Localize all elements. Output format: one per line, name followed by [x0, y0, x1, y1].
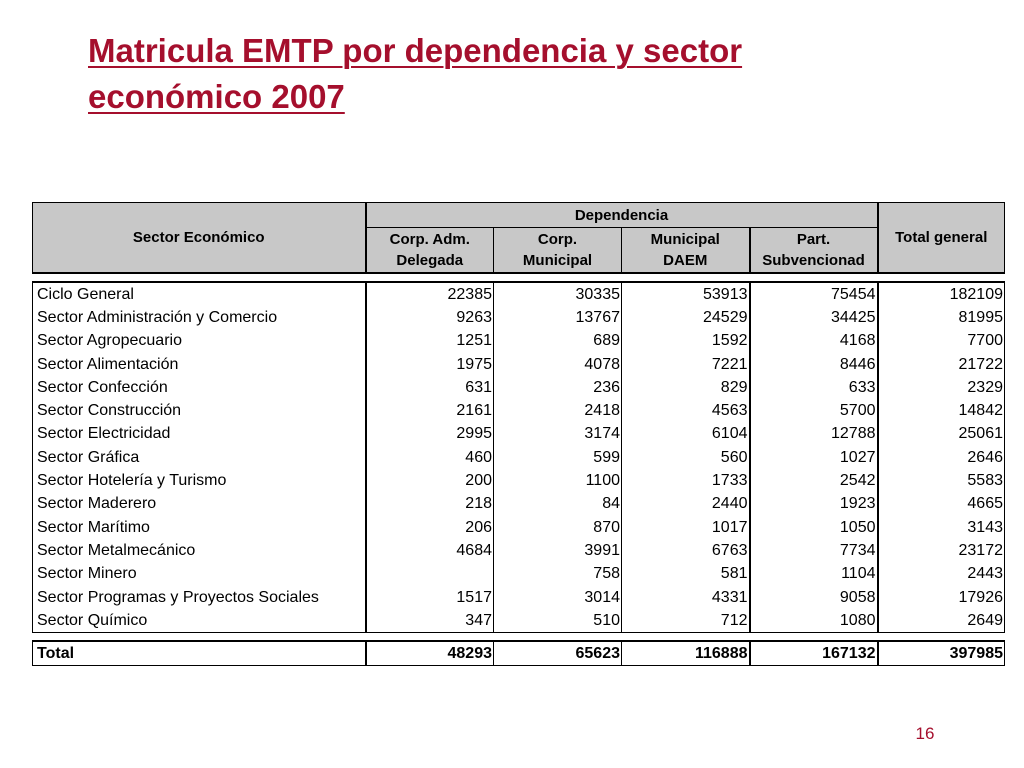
value-cell: 24529 [622, 306, 750, 329]
value-cell: 81995 [878, 306, 1005, 329]
value-cell: 2542 [750, 469, 878, 492]
value-cell: 21722 [878, 353, 1005, 376]
value-cell: 1100 [494, 469, 622, 492]
sector-name: Sector Administración y Comercio [33, 306, 366, 329]
table-row [33, 399, 1005, 422]
value-cell: 1027 [750, 446, 878, 469]
value-cell: 460 [366, 446, 494, 469]
value-cell: 6104 [622, 423, 750, 446]
value-cell: 9058 [750, 586, 878, 609]
value-cell: 1592 [622, 330, 750, 353]
value-cell: 9263 [366, 306, 494, 329]
slide-title [88, 28, 848, 120]
value-cell: 5583 [878, 469, 1005, 492]
page-number: 16 [915, 724, 935, 743]
enrollment-table [32, 202, 1005, 666]
value-cell: 75454 [750, 282, 878, 306]
value-cell: 84 [494, 493, 622, 516]
table-row [33, 609, 1005, 633]
table-row [33, 493, 1005, 516]
sector-name: Sector Químico [33, 609, 366, 633]
value-cell: 3143 [878, 516, 1005, 539]
value-cell: 23172 [878, 539, 1005, 562]
value-cell: 2161 [366, 399, 494, 422]
total-cell: 48293 [366, 641, 494, 666]
sector-name: Ciclo General [33, 282, 366, 306]
table-row [33, 469, 1005, 492]
table-row [33, 376, 1005, 399]
value-cell: 1733 [622, 469, 750, 492]
table-header [33, 203, 1005, 283]
value-cell: 1080 [750, 609, 878, 633]
header-total-general: Total general [878, 203, 1005, 274]
sector-name: Sector Alimentación [33, 353, 366, 376]
value-cell: 1975 [366, 353, 494, 376]
sector-name: Sector Confección [33, 376, 366, 399]
value-cell: 22385 [366, 282, 494, 306]
sector-name: Sector Hotelería y Turismo [33, 469, 366, 492]
value-cell: 2418 [494, 399, 622, 422]
table-total [33, 641, 1005, 666]
value-cell: 13767 [494, 306, 622, 329]
value-cell: 25061 [878, 423, 1005, 446]
value-cell: 347 [366, 609, 494, 633]
value-cell: 12788 [750, 423, 878, 446]
value-cell: 712 [622, 609, 750, 633]
table-row [33, 330, 1005, 353]
value-cell: 17926 [878, 586, 1005, 609]
header-col-corp-municipal: Corp. Municipal [494, 228, 622, 274]
header-sector: Sector Económico [33, 203, 366, 274]
value-cell: 182109 [878, 282, 1005, 306]
value-cell: 206 [366, 516, 494, 539]
table-row [33, 446, 1005, 469]
value-cell: 5700 [750, 399, 878, 422]
value-cell: 30335 [494, 282, 622, 306]
table-row [33, 516, 1005, 539]
sector-name: Sector Gráfica [33, 446, 366, 469]
value-cell: 4563 [622, 399, 750, 422]
value-cell: 7221 [622, 353, 750, 376]
header-dependencia: Dependencia [366, 203, 878, 228]
value-cell: 4078 [494, 353, 622, 376]
table-row [33, 306, 1005, 329]
value-cell: 560 [622, 446, 750, 469]
value-cell: 14842 [878, 399, 1005, 422]
value-cell: 510 [494, 609, 622, 633]
total-cell: 167132 [750, 641, 878, 666]
value-cell: 2329 [878, 376, 1005, 399]
value-cell: 3014 [494, 586, 622, 609]
value-cell: 34425 [750, 306, 878, 329]
total-cell: 397985 [878, 641, 1005, 666]
value-cell: 1017 [622, 516, 750, 539]
table-row [33, 563, 1005, 586]
sector-name: Sector Electricidad [33, 423, 366, 446]
header-col-municipal-daem: Municipal DAEM [622, 228, 750, 274]
sector-name: Sector Minero [33, 563, 366, 586]
value-cell: 4684 [366, 539, 494, 562]
value-cell: 53913 [622, 282, 750, 306]
table-row [33, 586, 1005, 609]
value-cell: 2646 [878, 446, 1005, 469]
value-cell: 3174 [494, 423, 622, 446]
header-col-corp-adm-delegada: Corp. Adm. Delegada [366, 228, 494, 274]
value-cell: 758 [494, 563, 622, 586]
value-cell: 200 [366, 469, 494, 492]
header-col-part-subvencionad: Part. Subvencionad [750, 228, 878, 274]
total-cell: 65623 [494, 641, 622, 666]
value-cell: 7734 [750, 539, 878, 562]
value-cell: 581 [622, 563, 750, 586]
table-body [33, 282, 1005, 633]
value-cell: 2995 [366, 423, 494, 446]
table-row [33, 539, 1005, 562]
sector-name: Sector Marítimo [33, 516, 366, 539]
value-cell: 2443 [878, 563, 1005, 586]
value-cell: 4168 [750, 330, 878, 353]
table-row [33, 423, 1005, 446]
total-label: Total [33, 641, 366, 666]
value-cell: 829 [622, 376, 750, 399]
value-cell: 6763 [622, 539, 750, 562]
total-row [33, 641, 1005, 666]
value-cell: 1104 [750, 563, 878, 586]
value-cell: 633 [750, 376, 878, 399]
sector-name: Sector Metalmecánico [33, 539, 366, 562]
title-line-1: Matricula EMTP por dependencia y sector [88, 32, 743, 69]
value-cell: 218 [366, 493, 494, 516]
sector-name: Sector Maderero [33, 493, 366, 516]
sector-name: Sector Programas y Proyectos Sociales [33, 586, 366, 609]
table-row [33, 282, 1005, 306]
value-cell: 3991 [494, 539, 622, 562]
value-cell: 8446 [750, 353, 878, 376]
value-cell: 2649 [878, 609, 1005, 633]
value-cell: 1050 [750, 516, 878, 539]
value-cell: 236 [494, 376, 622, 399]
table-row [33, 353, 1005, 376]
value-cell: 4331 [622, 586, 750, 609]
value-cell: 689 [494, 330, 622, 353]
value-cell: 2440 [622, 493, 750, 516]
value-cell: 4665 [878, 493, 1005, 516]
value-cell: 1923 [750, 493, 878, 516]
value-cell: 599 [494, 446, 622, 469]
value-cell: 870 [494, 516, 622, 539]
value-cell: 1517 [366, 586, 494, 609]
value-cell: 7700 [878, 330, 1005, 353]
title-line-2: económico 2007 [88, 78, 345, 115]
value-cell [366, 563, 494, 586]
total-cell: 116888 [622, 641, 750, 666]
value-cell: 631 [366, 376, 494, 399]
value-cell: 1251 [366, 330, 494, 353]
sector-name: Sector Construcción [33, 399, 366, 422]
sector-name: Sector Agropecuario [33, 330, 366, 353]
